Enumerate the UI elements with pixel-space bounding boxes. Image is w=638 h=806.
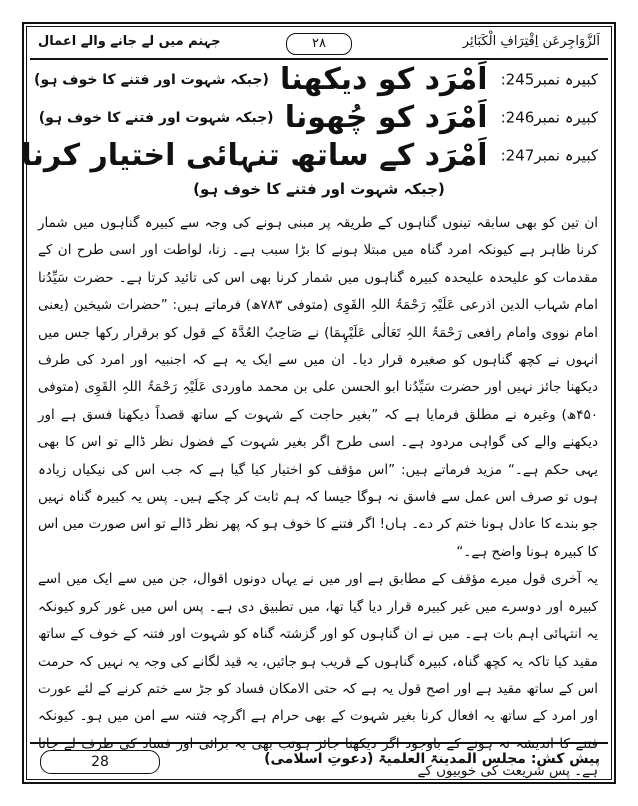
paragraph: یہ آخری قول میرے مؤقف کے مطابق ہے اور میں نے یہاں دونوں اقوال، جن میں سے ایک میں اسے کبیرہ اور دوسرے میں غیر کبیرہ قرار دیا گیا تھا، میں تطبیق دی ہے۔ پس اس میں غور کرو کیونکہ یہ انتہائی اہم بات ہے۔ میں نے ان گناہوں کو اور گزشتہ گناہ کو شہوت اور فتنہ کے خوف کے ساتھ مقید کیا تاکہ یہ کچھ گناہ، کبیرہ گناہوں کے قریب ہو جائیں، یہ قید لگانے کی وجہ یہ نہیں کہ حرمت اس کے ساتھ مقید ہے اور اصح قول یہ ہے کہ حتی الامکان فساد کو جڑ سے ختم کرنے کے لئے عورت اور امرد کے ساتھ یہ افعال کرنا بغیر شہوت کے بھی حرام ہے اگرچہ فتنہ سے امن میں ہو۔ کیونکہ فتنے کا اندیشہ نہ ہونے کے باوجود اگر دیکھنا جائز ہوتب بھی یہ برائی اور فساد کی طرف لے جاتا ہے۔ پس شریعت کی خوبیوں کے [38, 571, 598, 780]
entry-title: اَمْرَد کے ساتھ تنہائی اختیار کرنا [21, 138, 488, 173]
paragraph: ان تین کو بھی سابقہ تینوں گناہوں کے طریقہ پر مبنی ہونے کی وجہ سے کبیرہ گناہوں میں شمار کرنا ظاہر ہے کیونکہ امرد گناہ میں مبتلا ہونے کا بڑا سبب ہے۔ زنا، لواطت اور اسی طرح ان کے مقدمات کو علیحدہ علیحدہ کبیرہ گناہوں میں شمار کرنا بھی اس کی تائید کرتا ہے۔ حضرت سَیِّدُنا امام شہاب الدین اذرعی عَلَیْہِ رَحْمَۃُ اللہِ القَوِی (متوفی ۷۸۳ھ) فرماتے ہیں: ”حضرات شیخین (یعنی امام نووی وامام رافعی رَحْمَۃُ اللہِ تَعَالٰی عَلَیْہِمَا) نے صَاحِبُ العُدَّۃ کے قول کو برقرار رکھا جس میں انہوں نے کچھ گناہوں کو صغیرہ قرار دیا۔ ان میں سے ایک یہ ہے کہ اجنبیہ اور امرد کی طرف دیکھنا جائز نہیں اور حضرت سَیِّدُنا ابو الحسن علی بن محمد ماوردی عَلَیْہِ رَحْمَۃُ اللہِ القَوِی (متوفی ۴۵۰ھ) وغیرہ نے مطلق فرمایا ہے کہ ”بغیر حاجت کے شہوت کے ساتھ قصداً دیکھنا فسق ہے اور دیکھنے والے کی گواہی مردود ہے۔ اسی طرح اگر بغیر شہوت کے فضول نظر ڈالے تو اس کا بھی یہی حکم ہے۔“ مزید فرماتے ہیں: ”اس مؤقف کو اختیار کیا گیا ہے کہ جب اس کی نیکیاں زیادہ ہوں تو صرف اس عمل سے فاسق نہ ہوگا جیسا کہ ہم ثابت کر چکے ہیں۔ پس یہ کبیرہ گناہ نہیں جو بندے کا عادل ہونا ختم کر دے۔ ہاں! اگر فتنے کا خوف ہو کہ پھر نظر ڈالے تو اس صورت میں اس کا کبیرہ ہونا واضح ہے۔“ [38, 215, 599, 560]
body-text [38, 210, 598, 786]
footer-page-number: 28 [40, 750, 160, 774]
entry-label: کبیرہ نمبر [534, 70, 598, 89]
page-footer [30, 742, 608, 778]
chapter-title: جہنم میں لے جانے والے اعمال [38, 34, 221, 49]
page-header [30, 30, 608, 60]
heading-246 [38, 100, 598, 135]
entry-title: اَمْرَد کو دیکھنا [280, 62, 488, 97]
entry-label: کبیرہ نمبر [534, 108, 598, 127]
entry-note: (جبکہ شہوت اور فتنے کا خوف ہو) [34, 71, 269, 88]
publisher-credit: پیش کش: مجلس المدینۃ العلمیۃ (دعوتِ اسلامی) [264, 751, 600, 767]
entry-title: اَمْرَد کو چُھونا [284, 100, 488, 135]
heading-247-note: (جبکہ شہوت اور فتنے کا خوف ہو) [193, 180, 445, 198]
book-title: اَلزَّوَاجِرعَن اِقْتِرَافِ الْکَبَائِر [462, 34, 600, 49]
entry-number: 247: [500, 146, 535, 165]
entry-number: 246: [500, 108, 535, 127]
heading-247 [21, 138, 598, 173]
header-page-number: ۲۸ [286, 33, 352, 55]
entry-note: (جبکہ شہوت اور فتنے کا خوف ہو) [38, 109, 274, 126]
heading-245 [34, 62, 598, 97]
entry-label: کبیرہ نمبر [534, 146, 598, 165]
entry-number: 245: [500, 70, 535, 89]
